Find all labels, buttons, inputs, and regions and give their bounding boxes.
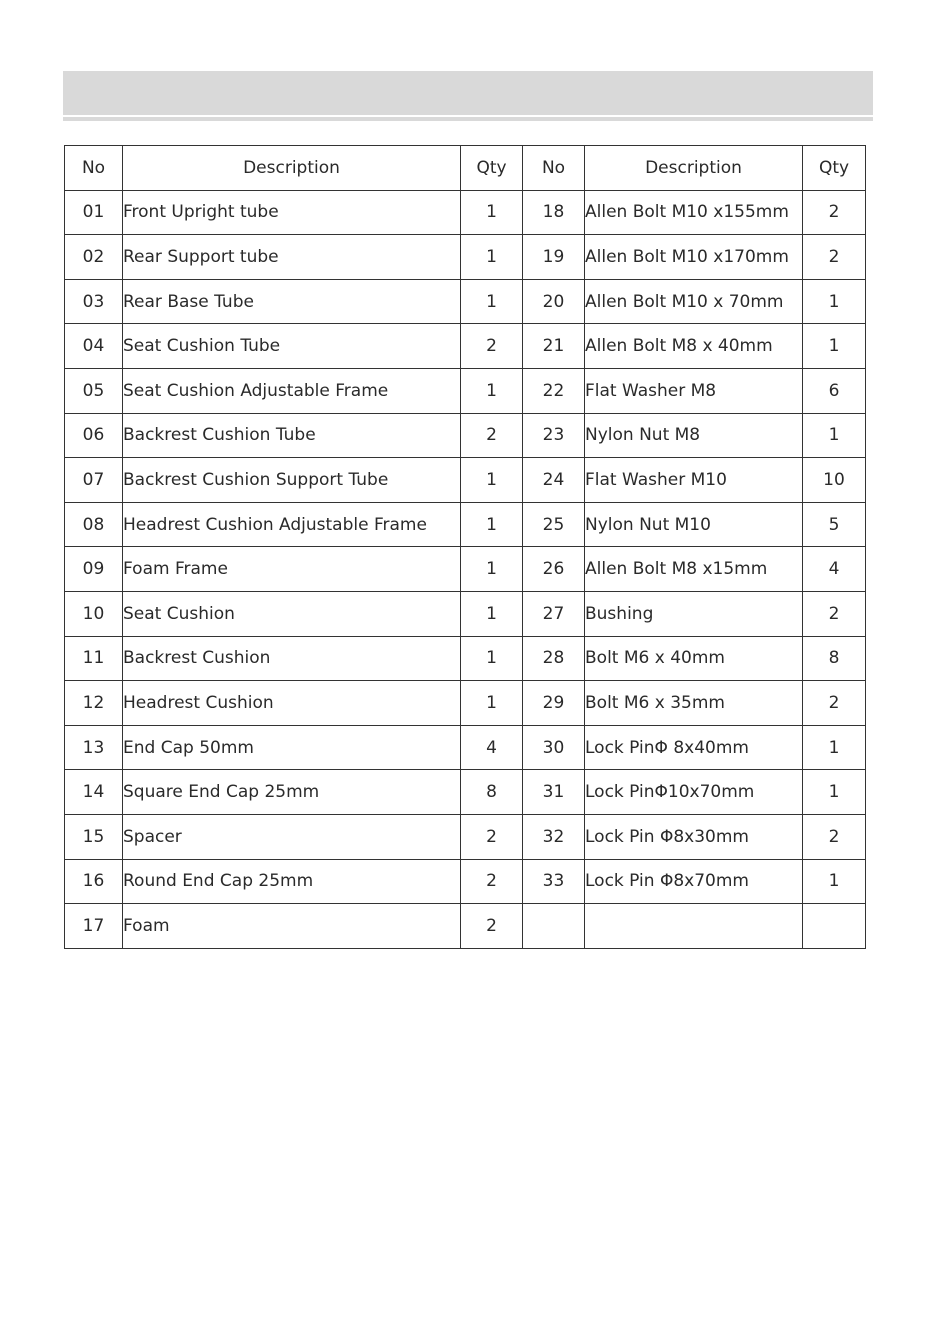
cell-no-right: 24 bbox=[523, 458, 585, 503]
cell-qty-left: 1 bbox=[461, 547, 523, 592]
cell-description-right: Bushing bbox=[585, 591, 803, 636]
header-description-left: Description bbox=[123, 146, 461, 191]
cell-description-left: Rear Support tube bbox=[123, 235, 461, 280]
cell-qty-right: 1 bbox=[803, 413, 866, 458]
cell-qty-right: 4 bbox=[803, 547, 866, 592]
cell-description-left: Seat Cushion bbox=[123, 591, 461, 636]
cell-no-left: 01 bbox=[65, 190, 123, 235]
cell-description-right: Lock Pin Φ8x70mm bbox=[585, 859, 803, 904]
cell-qty-left: 1 bbox=[461, 681, 523, 726]
cell-qty-right bbox=[803, 904, 866, 949]
cell-no-right: 21 bbox=[523, 324, 585, 369]
cell-no-right: 31 bbox=[523, 770, 585, 815]
cell-description-left: Foam bbox=[123, 904, 461, 949]
cell-qty-left: 2 bbox=[461, 324, 523, 369]
header-description-right: Description bbox=[585, 146, 803, 191]
cell-no-left: 15 bbox=[65, 814, 123, 859]
table-row bbox=[65, 324, 866, 369]
cell-description-left: Seat Cushion Adjustable Frame bbox=[123, 368, 461, 413]
cell-qty-left: 1 bbox=[461, 279, 523, 324]
cell-no-right: 19 bbox=[523, 235, 585, 280]
cell-no-right: 20 bbox=[523, 279, 585, 324]
cell-no-left: 13 bbox=[65, 725, 123, 770]
cell-qty-left: 1 bbox=[461, 636, 523, 681]
cell-description-right: Lock Pin Φ8x30mm bbox=[585, 814, 803, 859]
table-row bbox=[65, 904, 866, 949]
cell-no-right: 30 bbox=[523, 725, 585, 770]
cell-no-right bbox=[523, 904, 585, 949]
cell-qty-left: 1 bbox=[461, 458, 523, 503]
cell-qty-right: 1 bbox=[803, 725, 866, 770]
section-header-bar bbox=[63, 71, 873, 115]
cell-description-left: Spacer bbox=[123, 814, 461, 859]
cell-qty-left: 1 bbox=[461, 591, 523, 636]
cell-qty-right: 6 bbox=[803, 368, 866, 413]
cell-qty-right: 1 bbox=[803, 324, 866, 369]
cell-no-left: 12 bbox=[65, 681, 123, 726]
cell-description-left: Headrest Cushion bbox=[123, 681, 461, 726]
cell-qty-right: 2 bbox=[803, 190, 866, 235]
table-row bbox=[65, 279, 866, 324]
table-row bbox=[65, 636, 866, 681]
cell-qty-right: 2 bbox=[803, 814, 866, 859]
cell-no-left: 08 bbox=[65, 502, 123, 547]
cell-description-right: Lock PinΦ 8x40mm bbox=[585, 725, 803, 770]
cell-description-right: Flat Washer M8 bbox=[585, 368, 803, 413]
cell-no-right: 32 bbox=[523, 814, 585, 859]
cell-no-left: 10 bbox=[65, 591, 123, 636]
table-row bbox=[65, 547, 866, 592]
cell-no-left: 03 bbox=[65, 279, 123, 324]
cell-description-left: Backrest Cushion Support Tube bbox=[123, 458, 461, 503]
cell-no-right: 33 bbox=[523, 859, 585, 904]
cell-qty-right: 10 bbox=[803, 458, 866, 503]
cell-description-right: Allen Bolt M10 x 70mm bbox=[585, 279, 803, 324]
cell-no-left: 14 bbox=[65, 770, 123, 815]
table-row bbox=[65, 190, 866, 235]
cell-qty-right: 1 bbox=[803, 279, 866, 324]
cell-no-left: 07 bbox=[65, 458, 123, 503]
cell-qty-right: 5 bbox=[803, 502, 866, 547]
table-row bbox=[65, 413, 866, 458]
cell-description-left: Square End Cap 25mm bbox=[123, 770, 461, 815]
header-qty-left: Qty bbox=[461, 146, 523, 191]
cell-description-right: Allen Bolt M8 x 40mm bbox=[585, 324, 803, 369]
cell-description-right: Allen Bolt M10 x155mm bbox=[585, 190, 803, 235]
cell-no-right: 18 bbox=[523, 190, 585, 235]
table-row bbox=[65, 859, 866, 904]
cell-description-left: Rear Base Tube bbox=[123, 279, 461, 324]
cell-qty-left: 2 bbox=[461, 859, 523, 904]
cell-no-left: 06 bbox=[65, 413, 123, 458]
table-row bbox=[65, 725, 866, 770]
table-row bbox=[65, 502, 866, 547]
cell-description-right: Allen Bolt M8 x15mm bbox=[585, 547, 803, 592]
cell-qty-right: 2 bbox=[803, 235, 866, 280]
section-header-rule bbox=[63, 117, 873, 121]
cell-qty-right: 1 bbox=[803, 859, 866, 904]
cell-description-left: Headrest Cushion Adjustable Frame bbox=[123, 502, 461, 547]
cell-no-left: 05 bbox=[65, 368, 123, 413]
table-row bbox=[65, 368, 866, 413]
cell-no-right: 25 bbox=[523, 502, 585, 547]
table-header-row bbox=[65, 146, 866, 191]
table-row bbox=[65, 458, 866, 503]
cell-no-left: 09 bbox=[65, 547, 123, 592]
cell-description-right: Nylon Nut M10 bbox=[585, 502, 803, 547]
cell-qty-left: 1 bbox=[461, 502, 523, 547]
cell-qty-left: 2 bbox=[461, 413, 523, 458]
cell-no-left: 04 bbox=[65, 324, 123, 369]
cell-no-right: 28 bbox=[523, 636, 585, 681]
cell-description-left: Foam Frame bbox=[123, 547, 461, 592]
cell-no-right: 29 bbox=[523, 681, 585, 726]
cell-description-left: Backrest Cushion bbox=[123, 636, 461, 681]
table-row bbox=[65, 591, 866, 636]
cell-qty-left: 1 bbox=[461, 235, 523, 280]
header-qty-right: Qty bbox=[803, 146, 866, 191]
cell-description-right: Allen Bolt M10 x170mm bbox=[585, 235, 803, 280]
cell-qty-left: 2 bbox=[461, 904, 523, 949]
table-row bbox=[65, 235, 866, 280]
cell-description-right: Bolt M6 x 35mm bbox=[585, 681, 803, 726]
cell-no-left: 17 bbox=[65, 904, 123, 949]
cell-description-right: Flat Washer M10 bbox=[585, 458, 803, 503]
cell-no-right: 23 bbox=[523, 413, 585, 458]
cell-description-right bbox=[585, 904, 803, 949]
cell-qty-left: 8 bbox=[461, 770, 523, 815]
cell-description-left: Front Upright tube bbox=[123, 190, 461, 235]
table-row bbox=[65, 770, 866, 815]
cell-qty-right: 2 bbox=[803, 681, 866, 726]
header-no-left: No bbox=[65, 146, 123, 191]
cell-description-left: Seat Cushion Tube bbox=[123, 324, 461, 369]
cell-description-right: Lock PinΦ10x70mm bbox=[585, 770, 803, 815]
cell-description-right: Bolt M6 x 40mm bbox=[585, 636, 803, 681]
cell-description-left: Round End Cap 25mm bbox=[123, 859, 461, 904]
cell-qty-left: 1 bbox=[461, 190, 523, 235]
cell-description-left: End Cap 50mm bbox=[123, 725, 461, 770]
cell-no-left: 11 bbox=[65, 636, 123, 681]
cell-qty-right: 1 bbox=[803, 770, 866, 815]
cell-no-left: 02 bbox=[65, 235, 123, 280]
parts-table-body bbox=[65, 190, 866, 948]
table-row bbox=[65, 681, 866, 726]
cell-no-left: 16 bbox=[65, 859, 123, 904]
parts-list-table bbox=[64, 145, 866, 949]
cell-no-right: 22 bbox=[523, 368, 585, 413]
cell-qty-left: 2 bbox=[461, 814, 523, 859]
cell-qty-right: 2 bbox=[803, 591, 866, 636]
cell-no-right: 27 bbox=[523, 591, 585, 636]
cell-description-left: Backrest Cushion Tube bbox=[123, 413, 461, 458]
table-row bbox=[65, 814, 866, 859]
header-no-right: No bbox=[523, 146, 585, 191]
cell-qty-left: 4 bbox=[461, 725, 523, 770]
cell-qty-left: 1 bbox=[461, 368, 523, 413]
cell-qty-right: 8 bbox=[803, 636, 866, 681]
cell-description-right: Nylon Nut M8 bbox=[585, 413, 803, 458]
cell-no-right: 26 bbox=[523, 547, 585, 592]
